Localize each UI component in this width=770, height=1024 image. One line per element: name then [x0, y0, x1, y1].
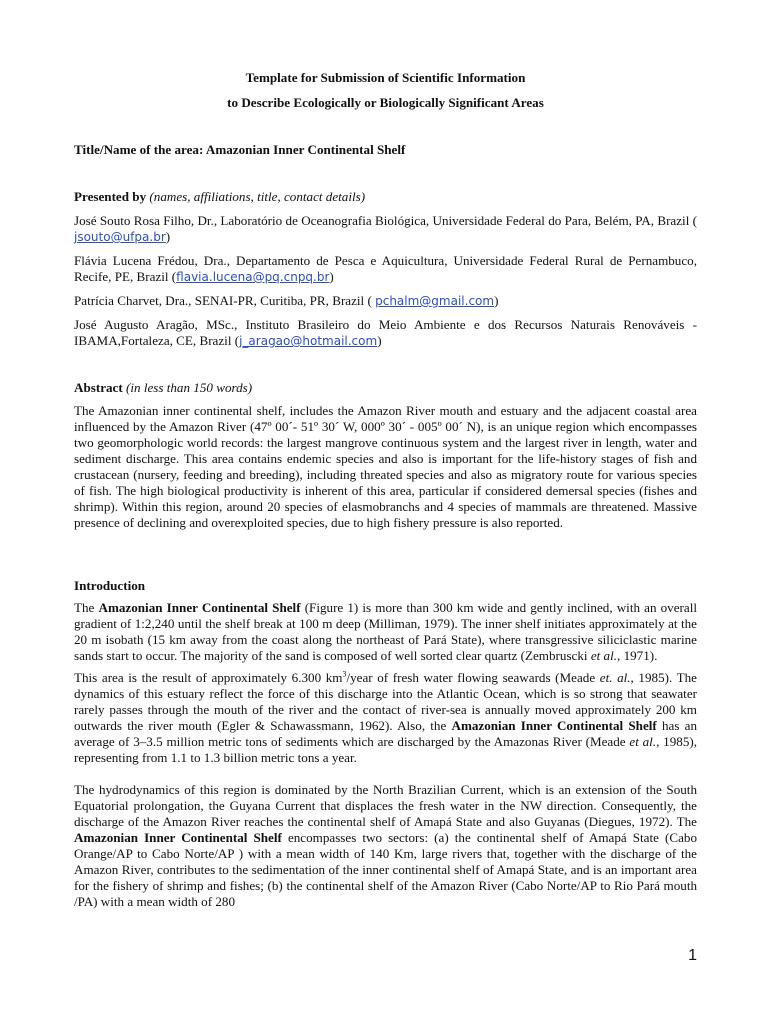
- intro-p1-bold: Amazonian Inner Continental Shelf: [98, 600, 301, 615]
- page-number: 1: [688, 947, 697, 964]
- intro-p1-pre: The: [74, 600, 99, 615]
- area-title: [74, 142, 697, 158]
- intro-p2-sup: 3: [342, 669, 347, 679]
- intro-p1-b: , 1971).: [617, 648, 658, 663]
- author-1-email-link[interactable]: jsouto@ufpa.br: [74, 230, 166, 244]
- area-title-label: Title/Name of the area:: [74, 142, 204, 157]
- author-1: [74, 213, 697, 245]
- author-3: [74, 293, 697, 309]
- intro-paragraph-3: [74, 782, 697, 910]
- intro-p2-b: /year of fresh water flowing seawards (Meade: [346, 670, 600, 685]
- intro-p3-a: The hydrodynamics of this region is dominated by the North Brazilian Current, which is an extension of the South Equatorial prolongation, the Guyana Current that displaces the fresh water in the NW direction. Consequently, the discharge of the Amazon River reaches the continental shelf of Amapá State and also Guyanas (Diegues, 1972). The: [74, 782, 697, 829]
- author-4-end: ): [377, 333, 382, 348]
- intro-p2-a: This area is the result of approximately 6.300 km: [74, 670, 343, 685]
- intro-paragraph-1: [74, 600, 697, 664]
- introduction-heading: Introduction: [74, 578, 146, 593]
- abstract-heading: [74, 380, 697, 396]
- author-1-text: José Souto Rosa Filho, Dr., Laboratório de Oceanografia Biológica, Universidade Federal do Para, Belém, PA, Brazil (: [74, 213, 697, 228]
- abstract-text: The Amazonian inner continental shelf, includes the Amazon River mouth and estuary and the adjacent coastal area influenced by the Amazon River (47º 00´- 51º 30´ W, 000º 30´ - 005º 00´ N), is an unique region which encompasses two geomorphologic world records: the largest mangrove continuous system and the largest river in length, water and sediment discharge. This area contains endemic species and also is important for the life-history stages of fish and crustacean (nursery, feeding and breeding), including threated species and also as migratory route for various species of fish. The high biological productivity is inherent of this area, particular if considered demersal species (fishes and shrimp). Within this region, around 20 species of elasmobranchs and 4 species of mammals are threatened. Massive presence of declining and overexploited species, due to high fishery pressure is also reported.: [74, 403, 697, 530]
- author-4-text: José Augusto Aragão, MSc., Instituto Brasileiro do Meio Ambiente e dos Recursos Naturais Renováveis - IBAMA,Fortaleza, CE, Brazil (: [74, 317, 697, 348]
- abstract-note: (in less than 150 words): [126, 380, 253, 395]
- template-title-line2: to Describe Ecologically or Biologically Significant Areas: [227, 95, 544, 110]
- author-3-text: Patrícia Charvet, Dra., SENAI-PR, Curitiba, PR, Brazil (: [74, 293, 376, 308]
- author-2-end: ): [329, 269, 334, 284]
- intro-paragraph-2: [74, 670, 697, 766]
- intro-p1-etal: et al.: [590, 648, 618, 663]
- area-title-value: Amazonian Inner Continental Shelf: [205, 142, 406, 157]
- author-4-email-link[interactable]: j_aragao@hotmail.com: [239, 334, 378, 348]
- author-1-end: ): [165, 229, 171, 244]
- abstract-label: Abstract: [74, 380, 123, 395]
- author-2-text: Flávia Lucena Frédou, Dra., Departamento de Pesca e Aquicultura, Universidade Federal Rural de Pernambuco, Recife, PE, Brazil (: [74, 253, 697, 284]
- intro-p2-c: 1985). The dynamics of this estuary reflect the force of this discharge into the Atlantic Ocean, which is so strong that seawater rarely passes through the mouth of the river and the contact of river-sea is annually moved approximately 200 km outwards the river mouth (Egler & Schawassmann, 1962). Also, the: [74, 670, 697, 733]
- author-4: [74, 317, 697, 349]
- presented-by-note: (names, affiliations, title, contact details): [149, 189, 366, 204]
- presented-by-label: Presented by: [74, 189, 147, 204]
- intro-p2-d: has an average of 3–3.5 million metric tons of sediments which are discharged by the Amazonas River (Meade: [74, 718, 697, 749]
- intro-p1-a: (Figure 1) is more than 300 km wide and gently inclined, with an overall gradient of 1:2,240 until the shelf break at 100 m deep (Milliman, 1979). The inner shelf initiates approximately at the 20 m isobath (15 km away from the coast along the northeast of Pará State), where transgressive siliciclastic marine sands start to occur. The majority of the sand is composed of well sorted clear quartz (Zembruscki: [74, 600, 697, 663]
- template-title-line1: Template for Submission of Scientific Information: [245, 70, 526, 85]
- author-3-end: ): [494, 293, 499, 308]
- author-3-email-link[interactable]: pchalm@gmail.com: [375, 294, 495, 308]
- author-2: [74, 253, 697, 285]
- presented-by-heading: [74, 189, 697, 205]
- intro-p3-b: encompasses two sectors: (a) the continental shelf of Amapá State (Cabo Orange/AP to Cabo Norte/AP ) with a mean width of 140 Km, large rivers that, together with the discharge of the Amazon River, contributes to the sedimentation of the inner continental shelf of Amapá State, and is an important area for the fishery of shrimp and fishes; (b) the continental shelf of the Amazon River (Cabo Norte/AP to Rio Pará mouth /PA) with a mean width of 280: [74, 830, 697, 909]
- intro-p3-bold: Amazonian Inner Continental Shelf: [74, 830, 282, 845]
- author-2-email-link[interactable]: flavia.lucena@pq.cnpq.br: [176, 270, 330, 284]
- intro-p2-bold: Amazonian Inner Continental Shelf: [451, 718, 657, 733]
- intro-p2-etal1: et. al.,: [599, 670, 634, 685]
- intro-p2-etal2: et al.: [629, 734, 657, 749]
- document-page: [74, 68, 697, 910]
- intro-p2-e: , 1985), representing from 1.1 to 1.3 billion metric tons a year.: [74, 734, 698, 765]
